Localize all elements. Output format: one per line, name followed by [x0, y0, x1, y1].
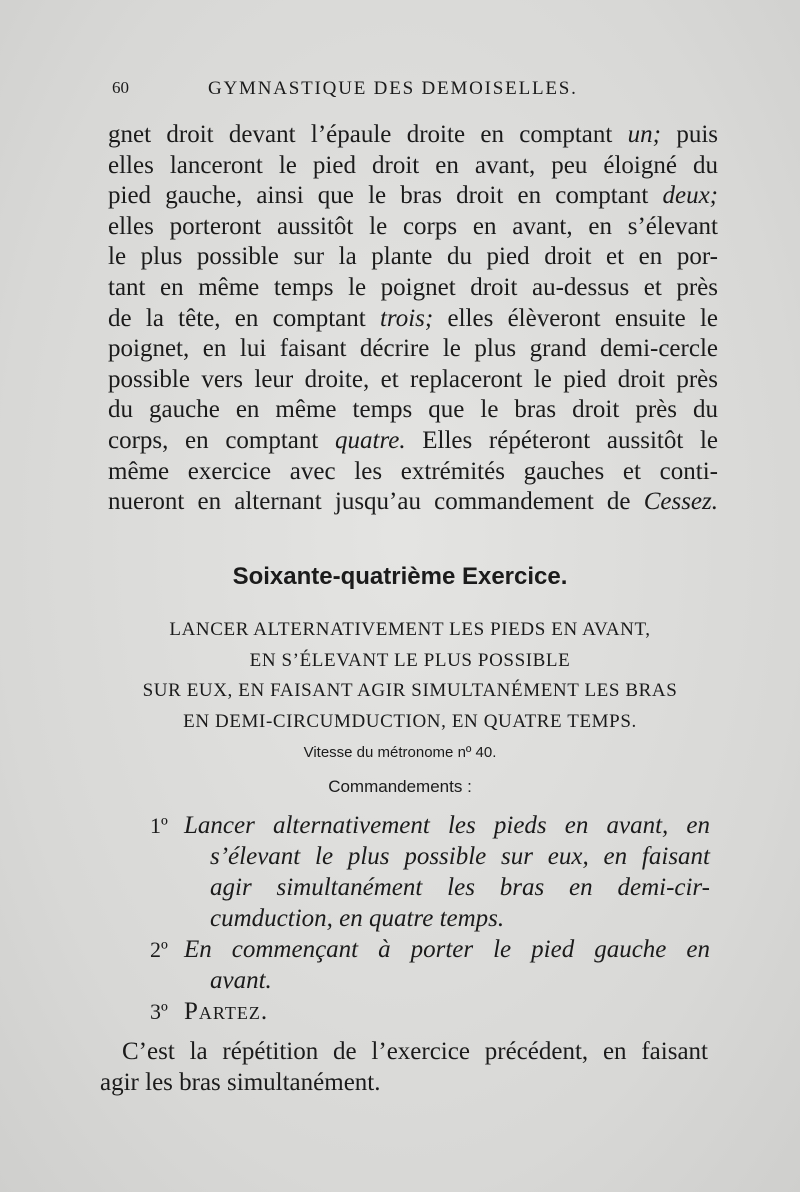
- command-item: [150, 934, 710, 996]
- command-number: 2º: [150, 937, 168, 962]
- paragraph-line: tant en même temps le poignet droit au-dessus et près: [108, 273, 718, 301]
- closing-line: C’est la répétition de l’exercice précédent, en faisant: [122, 1038, 708, 1065]
- command-line: Lancer alternativement les pieds en avant, en: [184, 812, 710, 839]
- commands-list: [150, 810, 710, 1027]
- command-line: Partez.: [184, 998, 269, 1025]
- closing-paragraph: [100, 1036, 708, 1098]
- body-paragraph: [108, 120, 718, 518]
- italic-word: trois;: [379, 304, 434, 332]
- caption-line: EN S’ÉLEVANT LE PLUS POSSIBLE: [249, 649, 571, 671]
- paragraph-line: poignet, en lui faisant décrire le plus grand demi-cercle: [108, 335, 718, 363]
- italic-word: quatre.: [335, 426, 406, 454]
- italic-word: Cessez.: [643, 488, 718, 516]
- command-item: [150, 996, 710, 1027]
- closing-line: agir les bras simultanément.: [100, 1069, 381, 1096]
- command-line: agir simultanément les bras en demi-cir-: [210, 874, 710, 901]
- paragraph-line: le plus possible sur la plante du pied droit et en por-: [108, 243, 718, 271]
- command-number: 3º: [150, 999, 168, 1024]
- command-line: cumduction, en quatre temps.: [210, 905, 505, 932]
- italic-word: un;: [627, 121, 661, 148]
- commands-heading: Commandements :: [328, 777, 472, 796]
- caption-line: EN DEMI-CIRCUMDUCTION, EN QUATRE TEMPS.: [183, 710, 637, 732]
- page-number: 60: [112, 78, 129, 97]
- italic-word: deux;: [662, 182, 718, 210]
- paragraph-line: elles porteront aussitôt le corps en avant, en s’élevant: [108, 212, 718, 240]
- command-number: 1º: [150, 813, 168, 838]
- paragraph-line: même exercice avec les extrémités gauches et conti-: [108, 457, 718, 485]
- paragraph-line: du gauche en même temps que le bras droit près du: [108, 396, 718, 424]
- paragraph-line: possible vers leur droite, et replaceront le pied droit près: [108, 365, 718, 393]
- caption-line: SUR EUX, EN FAISANT AGIR SIMULTANÉMENT LES BRAS: [142, 680, 678, 701]
- metronome-note: Vitesse du métronome nº 40.: [303, 744, 497, 761]
- paragraph-line: elles lanceront le pied droit en avant, peu éloigné du: [108, 151, 718, 179]
- paragraph-line: corps, en comptant quatre. Elles répéteront aussitôt le: [108, 426, 718, 454]
- paragraph-line: de la tête, en comptant trois; elles élèveront ensuite le: [108, 304, 718, 332]
- paragraph-line: nueront en alternant jusqu’au commandement de Cessez.: [108, 488, 718, 516]
- paragraph-line: gnet droit devant l’épaule droite en comptant un; puis: [108, 121, 718, 148]
- running-title: GYMNASTIQUE DES DEMOISELLES.: [208, 78, 578, 99]
- exercise-caption: [100, 615, 720, 737]
- caption-line: LANCER ALTERNATIVEMENT LES PIEDS EN AVANT,: [169, 619, 651, 640]
- command-line: avant.: [210, 967, 272, 994]
- command-line: En commençant à porter le pied gauche en: [184, 936, 710, 963]
- paragraph-line: pied gauche, ainsi que le bras droit en comptant deux;: [108, 182, 718, 210]
- command-item: [150, 810, 710, 934]
- command-line: s’élevant le plus possible sur eux, en faisant: [210, 843, 710, 870]
- exercise-title: Soixante-quatrième Exercice.: [232, 563, 568, 590]
